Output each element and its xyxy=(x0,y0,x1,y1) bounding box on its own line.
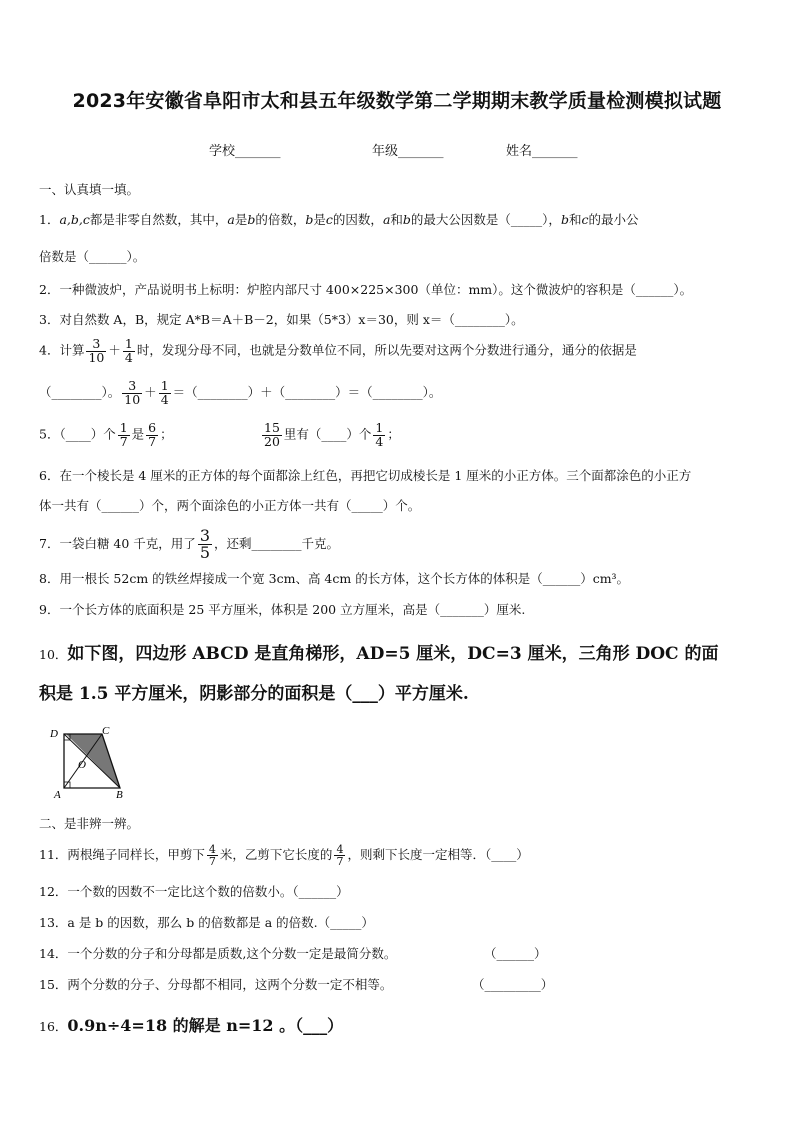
question-14-text: 14．一个分数的分子和分母都是质数,这个分数一定是最简分数。 xyxy=(39,946,397,961)
q5-text: ； xyxy=(160,426,173,442)
label-d: D xyxy=(50,728,58,740)
q16-text[interactable]: 0.9n÷4=18 的解是 n=12 。（___） xyxy=(67,1016,344,1035)
q1-var-a: a xyxy=(382,212,391,227)
fraction xyxy=(122,380,142,406)
q1-text: 都是非零自然数，其中， xyxy=(89,212,228,227)
school-field[interactable]: 学校_______ xyxy=(209,144,281,159)
denominator: 10 xyxy=(88,349,105,365)
numerator: 3 xyxy=(86,338,106,352)
q10-number: 10． xyxy=(39,647,68,662)
q1-number: 1． xyxy=(39,212,60,227)
question-9[interactable]: 9．一个长方体的底面积是 25 平方厘米，体积是 200 立方厘米，高是（_______）厘米. xyxy=(39,602,526,617)
q1-text: 是 xyxy=(313,212,326,227)
denominator: 4 xyxy=(160,391,169,407)
q11-answer-blank[interactable]: ，则剩下长度一定相等．（____） xyxy=(347,847,529,862)
fraction xyxy=(159,380,171,406)
trapezoid-figure xyxy=(44,722,134,804)
fraction xyxy=(86,338,106,364)
question-13[interactable]: 13．a 是 b 的因数，那么 b 的倍数都是 a 的倍数.（_____） xyxy=(39,915,374,930)
q1-var-a: a xyxy=(227,212,235,227)
numerator: 3 xyxy=(122,380,142,394)
numerator: 4 xyxy=(208,843,216,856)
fraction xyxy=(123,338,135,364)
q1-text: 和 xyxy=(390,212,403,227)
denominator: 4 xyxy=(124,349,133,365)
question-15-text: 15．两个分数的分子、分母都不相同，这两个分数一定不相等。 xyxy=(39,977,393,992)
name-field[interactable]: 姓名_______ xyxy=(506,144,578,159)
question-2[interactable]: 2．一种微波炉，产品说明书上标明：炉腔内部尺寸 400×225×300（单位：mm）。这个微波炉的容积是（______）。 xyxy=(39,282,693,297)
q1-text: 的因数， xyxy=(332,212,383,227)
denominator: 7 xyxy=(148,433,157,449)
question-12[interactable]: 12．一个数的因数不一定比这个数的倍数小。（______） xyxy=(39,884,349,899)
q1-var-c: c xyxy=(581,212,589,227)
fraction xyxy=(198,528,212,561)
question-6-line-1: 6．在一个棱长是 4 厘米的正方体的每个面都涂上红色，再把它切成棱长是 1 厘米的小正方体。三个面都涂色的小正方 xyxy=(39,468,692,483)
question-5-part-2[interactable] xyxy=(260,422,400,448)
question-1-line-2[interactable]: 倍数是（______）。 xyxy=(39,249,146,264)
fraction xyxy=(262,422,282,448)
q7-text: 7．一袋白糖 40 千克，用了 xyxy=(39,536,196,551)
question-5-part-1[interactable] xyxy=(39,422,173,448)
numerator: 1 xyxy=(375,420,384,435)
plus-sign: ＋ xyxy=(144,384,157,400)
q1-text: 的最小公 xyxy=(588,212,639,227)
numerator: 1 xyxy=(119,420,128,435)
q4-answer-blanks[interactable]: ＝（________）＋（________）＝（________）。 xyxy=(172,384,442,400)
q4-answer-blank[interactable]: （________）。 xyxy=(39,384,121,400)
fraction xyxy=(118,422,130,448)
numerator: 1 xyxy=(124,336,133,351)
q1-var-b: b xyxy=(560,212,569,227)
plus-sign: ＋ xyxy=(108,342,121,358)
question-11[interactable] xyxy=(39,844,529,867)
q1-text: 是 xyxy=(234,212,248,227)
numerator: 6 xyxy=(148,420,157,435)
denominator: 20 xyxy=(264,433,280,449)
denominator: 7 xyxy=(208,855,216,868)
question-14-answer-blank[interactable]: （______） xyxy=(484,946,547,961)
question-16[interactable] xyxy=(39,1013,343,1036)
fraction xyxy=(146,422,158,448)
q1-var-b: b xyxy=(402,212,411,227)
question-3[interactable]: 3．对自然数 A，B，规定 A*B＝A＋B－2，如果（5*3）x＝30，则 x＝（________）。 xyxy=(39,312,524,327)
label-c: C xyxy=(102,725,110,737)
fraction xyxy=(373,422,385,448)
denominator: 10 xyxy=(124,391,141,407)
q1-var-b: b xyxy=(305,212,314,227)
numerator: 15 xyxy=(264,420,280,435)
q16-number: 16． xyxy=(39,1019,68,1034)
q4-text: 时，发现分母不同，也就是分数单位不同，所以先要对这两个分数进行通分，通分的依据是 xyxy=(136,342,637,358)
section-1-heading: 一、认真填一填。 xyxy=(39,182,140,197)
q1-var-c: c xyxy=(325,212,333,227)
question-10-line-1 xyxy=(39,639,719,664)
question-15-answer-blank[interactable]: （_________） xyxy=(472,977,554,992)
q5-text[interactable]: 里有（____）个 xyxy=(283,426,372,442)
q5-text: 是 xyxy=(131,426,145,442)
question-6-line-2[interactable]: 体一共有（______）个，两个面涂色的小正方体一共有（_____）个。 xyxy=(39,498,421,513)
q5-text[interactable]: 5．（____）个 xyxy=(39,426,116,442)
question-8[interactable]: 8．用一根长 52cm 的铁丝焊接成一个宽 3cm、高 4cm 的长方体，这个长方体的体积是（______）cm³。 xyxy=(39,571,630,586)
page-title: 2023年安徽省阜阳市太和县五年级数学第二学期期末教学质量检测模拟试题 xyxy=(72,90,722,112)
fraction xyxy=(207,844,218,867)
question-10-line-2[interactable]: 积是 1.5 平方厘米，阴影部分的面积是（___）平方厘米. xyxy=(39,684,469,704)
q7-answer-blank[interactable]: ，还剩________千克。 xyxy=(214,536,340,551)
section-2-heading: 二、是非辨一辨。 xyxy=(39,816,140,831)
denominator: 4 xyxy=(375,433,384,449)
q4-text: 4．计算 xyxy=(39,342,85,358)
denominator: 5 xyxy=(199,543,210,562)
fraction xyxy=(334,844,345,867)
question-4-line-2[interactable] xyxy=(39,380,441,406)
numerator: 3 xyxy=(199,526,210,545)
denominator: 7 xyxy=(336,855,344,868)
q11-text: 11．两根绳子同样长，甲剪下 xyxy=(39,847,205,862)
label-o: O xyxy=(78,759,86,771)
label-a: A xyxy=(54,789,61,801)
q11-text: 米，乙剪下它长度的 xyxy=(219,847,333,862)
numerator: 4 xyxy=(336,843,344,856)
q1-answer-blank[interactable]: 的最大公因数是（_____）， xyxy=(410,212,561,227)
question-1-line-1 xyxy=(39,214,639,227)
q5-text: ； xyxy=(387,426,400,442)
numerator: 1 xyxy=(160,378,169,393)
q1-text: 的倍数， xyxy=(255,212,306,227)
grade-field[interactable]: 年级_______ xyxy=(372,144,444,159)
question-4-line-1 xyxy=(39,338,637,364)
q1-var-b: b xyxy=(247,212,256,227)
denominator: 7 xyxy=(119,433,128,449)
q1-vars: a,b,c xyxy=(59,212,90,227)
label-b: B xyxy=(116,789,123,801)
q10-text: 如下图，四边形 ABCD 是直角梯形，AD=5 厘米，DC=3 厘米，三角形 DOC 的面 xyxy=(67,644,719,664)
q1-text: 和 xyxy=(568,212,582,227)
question-7[interactable] xyxy=(39,528,339,561)
